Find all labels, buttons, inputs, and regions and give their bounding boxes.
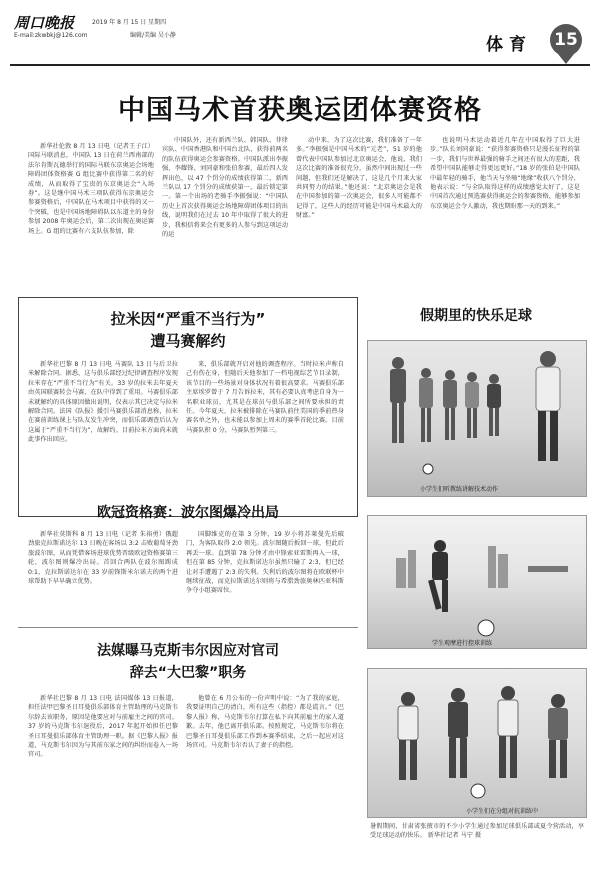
ajax-headline: 欧冠资格赛：波尔图爆冷出局 <box>97 505 279 521</box>
kids-group-illustration <box>368 341 586 496</box>
group-training-illustration <box>368 669 586 817</box>
email: E-mail:zkwbkj@126.com <box>14 32 88 39</box>
editor-credit: 编辑/美编 吴小静 <box>130 32 176 39</box>
lamy-headline-line1: 拉米因“严重不当行为” <box>110 310 266 328</box>
section-name: 体育 <box>486 35 532 55</box>
lamy-body-col-2: 来，俱乐部就开启对他的调查程序。当时拉米声称自己有伤在身，但随后天他参加了一档电视综艺节目录制，该节目的一些场景对身体状况有着很高要求。马赛俱乐部主席埃罗曾于 7 月告诉拉米，其有必要认真考虑自身为一名职业球员，尤其是在球员与俱乐部之间所要承担的责任。今年夏天，拉米被排除在马赛队前往美国的季前热身赛名单之外，也未能以参加上周末的赛季首轮比赛。目前马赛队积 0 分，马赛队暂列第三。 <box>186 361 344 434</box>
maxwell-headline-line1: 法媒曝马克斯韦尔因应对官司 <box>97 643 279 659</box>
photo-caption-3: 小学生们在分组对抗训练中 <box>466 808 539 815</box>
paper-name: 周口晚报 <box>14 14 75 32</box>
photo-ball-control <box>367 515 587 649</box>
lead-article-col-1: 新华社伦敦 8 月 13 日电（记者王子江）国际马联消息，中国队 13 日在荷兰西南部的法尔肯斯瓦德举行的国际马联东京奥运会场地障碍团体资格赛 G 组比赛中获得第二名的好成绩，从而取得了宝贵的东京奥运会“入场券”。这是继中国马术三项队获得东京奥运会参赛资格后，中国队在马术项目中获得的又一个突破，也是中国场地障碍队以东道主的身份参加 2008 年奥运会后，第二次出现在奥运赛场上。G 组的比赛有六支队伍参加，除 <box>28 143 154 235</box>
page-number-badge: 15 <box>550 24 582 56</box>
lead-article-col-3: 动中来，为了这次比赛，我们准备了一年多。”李振强是中国马术的“元老”，51 岁的他曾代表中国队参加过北京奥运会，他说，我们这次比赛的准备很充分，虽然中间出现过一些问题，但我们还是解决了，这是几个月来大家共同努力的结果。”他还说：“北京奥运会是我在中国参加的第一次奥运会，很多人可能都不记得了，这些人的经历可能是中国马术最大的财富。” <box>296 137 422 220</box>
main-headline: 中国马术首获奥运团体赛资格 <box>118 95 482 126</box>
ajax-body-col-2: 国脚维克的在第 3 分钟，19 岁小将苏莱曼先后破门，为客队取得 2:0 领先。波尔图随后扳回一球，但此后再丢一球。直到第 78 分钟才由中锋索亚雷斯再入一球，但在第 85 分钟，克拉斯诺达尔虽然只输了 2:3，但已经让对手遭遇了 2:3 的失利。失利后的波尔图将在欧联杯中继续征战，而克拉斯诺达尔则将与希腊劲旅奥林匹亚科斯争夺小组赛席位。 <box>186 531 344 595</box>
lead-article-col-2: 中国队外，还有新西兰队、韩国队、菲律宾队、中国香港队和中国台北队，获得前两名的队伍获得奥运会参赛资格。中国队派出李振强、李耀锋、刘同豪和张伯参赛，最后四人发挥出色，以 47 个罚分的成绩获得第二，新西兰队以 17 个罚分的成绩获第一，最后锁定第一。第一个出场的老骑手李振强说：“中国队历史上首次获得奥运会场地障碍团体项目的出线，说明我们在过去 10 年中取得了很大的进步，我相信将来会有更多的人参与到这项运动的运 <box>162 137 288 239</box>
lamy-headline-line2: 遭马赛解约 <box>150 332 226 350</box>
page-badge-pointer <box>558 54 574 64</box>
photo-feature-headline: 假期里的快乐足球 <box>420 308 532 324</box>
ball-control-illustration <box>368 516 586 648</box>
maxwell-body-col-1: 新华社巴黎 8 月 13 日电 法国媒体 13 日报道，担任法甲巴黎圣日耳曼俱乐部体育主管助理的马克斯韦尔辞去该职务，原因是他要应对与前雇主之间的官司。37 岁的马克斯韦尔退役后，2017 年起开始担任巴黎圣日耳曼俱乐部体育主管助理一职。据《巴黎人报》报道，马克斯韦尔因为与其前东家之间的纠纷而卷入一场官司。 <box>28 695 178 759</box>
lamy-body-col-1: 新华社巴黎 8 月 13 日电 马赛队 13 日与后卫拉米解除合同。据悉，这与俱乐部经过纪律调查程序发现拉米存在“严重不当行为”有关。33 岁的拉米去年夏天由英国联赛转会马赛，在队中得到了重用。马赛俱乐部未就解约的具体原因做出说明，仅表示其已决定与拉米解除合同。法国《队报》援引马赛俱乐部消息称，拉米在赛前训练课上与队友发生冲突，而俱乐部调查后认为这属于“严重不当行为”，故解约。目前拉米方面尚未就此事作出回应。 <box>28 361 178 444</box>
maxwell-headline-line2: 辞去“大巴黎”职务 <box>129 665 247 681</box>
photo-caption-1: 小学生们听教练讲解技术动作 <box>420 486 499 493</box>
issue-date: 2019 年 8 月 15 日 星期四 <box>92 19 167 26</box>
header-rule <box>10 64 590 66</box>
maxwell-body-col-2: 他曾在 6 月公布的一份声明中说：“为了我的家庭，我要证明自己的清白，所有这些（指控）都是谎言。”《巴黎人报》称，马克斯韦尔打算在私下向其前雇主的家人道歉。去年，他已离开俱乐部。按照规定，马克斯韦尔将在巴黎圣日耳曼俱乐部工作到本赛季结束，之后一起应对这场官司。马克斯韦尔否认了妻子的指控。 <box>186 695 344 750</box>
photo-footnote: 暑假期间，甘肃省张掖市的不少小学生通过参加足球俱乐部或夏令营活动，享受足球运动的快乐。 新华社记者 马宁 摄 <box>370 823 584 840</box>
photo-group-training <box>367 668 587 818</box>
ajax-body-col-1: 新华社莫斯科 8 月 13 日电（记者 朱裕勇）俄超劲旅克拉斯诺达尔 13 日晚在客场以 3:2 击败葡萄牙劲旅波尔图，从而凭借客场进球优势晋级欧冠资格赛第三轮，波尔图则爆冷出局。首回合两队在波尔图踢成 0:1，克拉斯诺达尔在 33 岁前锋斯米尔诺夫的两个进球帮助下早早确立优势。 <box>28 531 178 586</box>
lead-article-col-4: 也说明马术运动着近几年在中国取得了巨大进步。”队长刘同豪说：“获得参赛资格只是漫长征程的第一步，我们与世界最强的骑手之间还有很大的差距，我希望中国队能够走得更远更好。”18 岁的张伯是中国队中最年轻的骑手，他当天与坐骑“地缘”收获八个罚分，他表示说：“与全队取得这样的成绩感觉太好了，这是中国首次通过预选赛获得奥运会的参赛资格，能够参加东京奥运会令人激动，我也期盼那一天的到来。” <box>430 137 580 210</box>
section-divider <box>18 627 358 628</box>
photo-caption-2: 学生观摩进行控球训练 <box>432 640 493 647</box>
photo-kids-listening <box>367 340 587 497</box>
